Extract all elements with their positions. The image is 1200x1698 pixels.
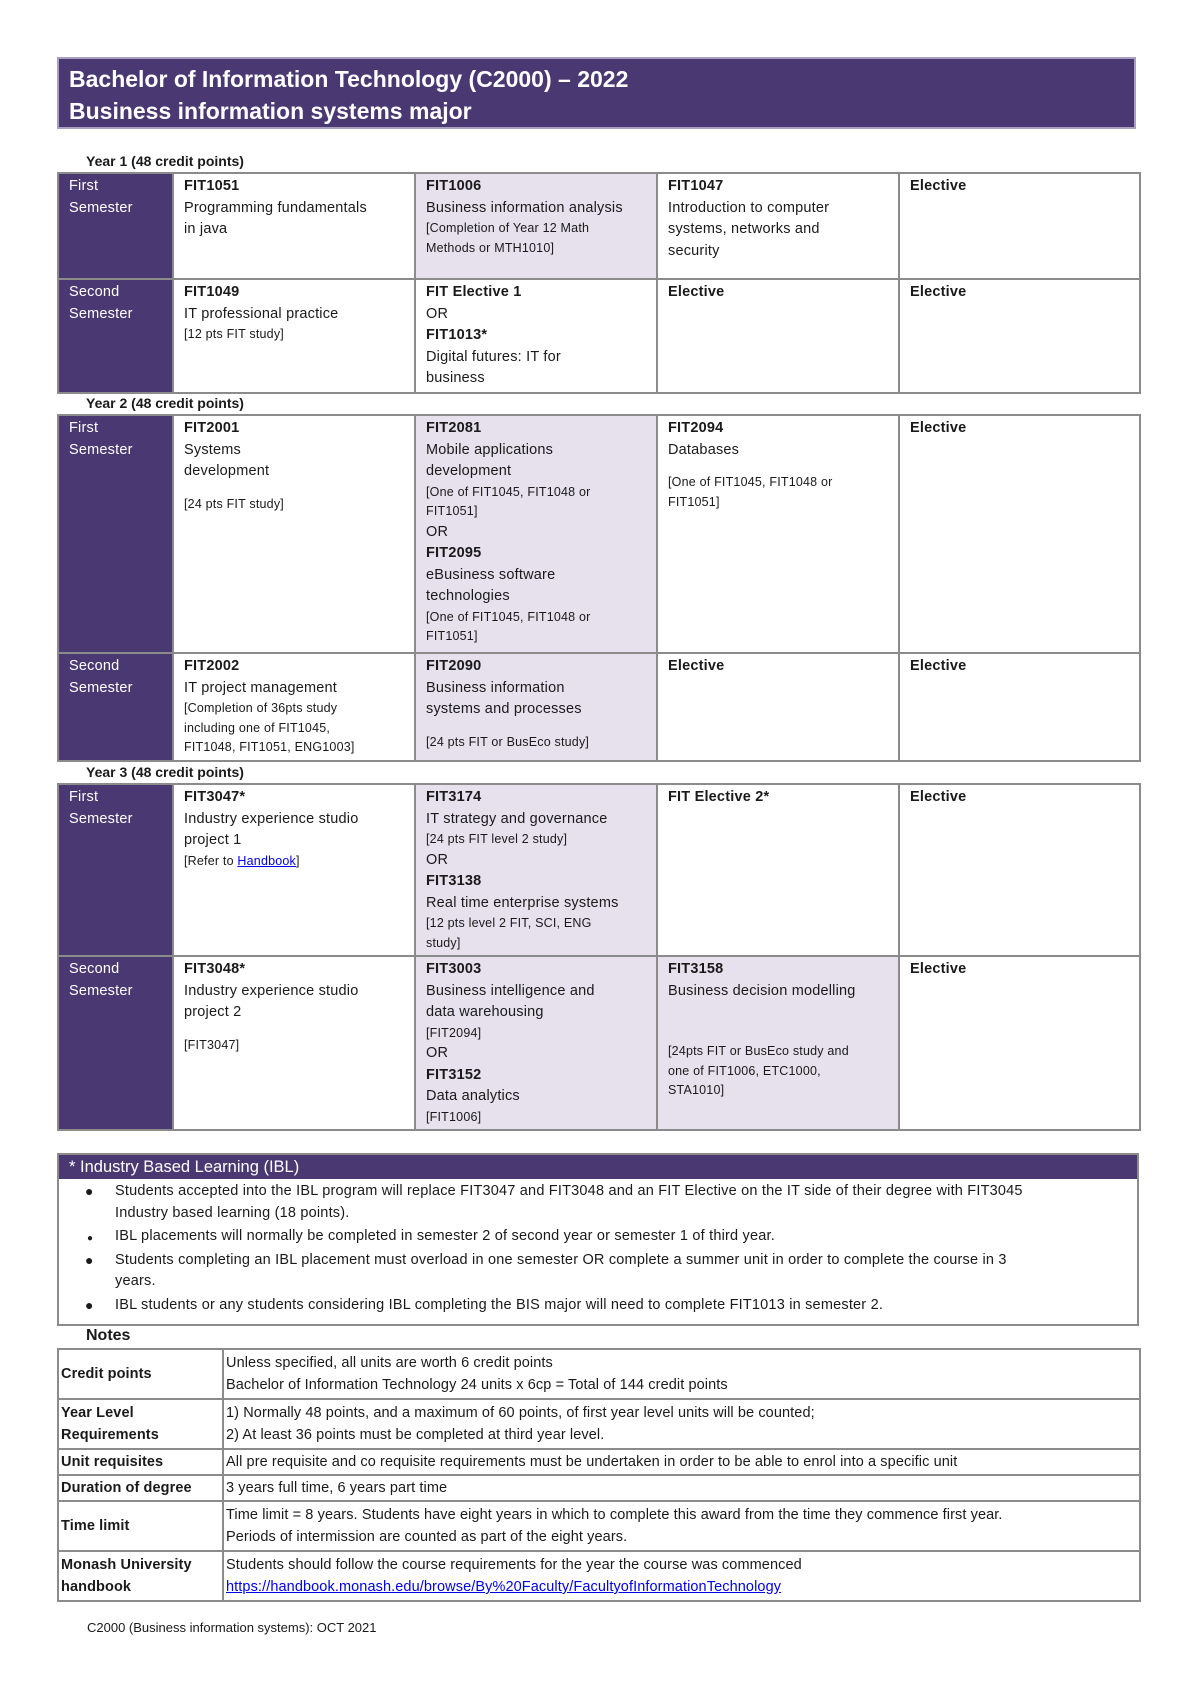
unit-cell: FIT1049 IT professional practice [12 pts FIT study] bbox=[173, 279, 415, 393]
elective-cell: Elective bbox=[899, 956, 1140, 1130]
ibl-section bbox=[57, 1153, 1139, 1326]
list-item: ● IBL placements will normally be completed in semester 2 of second year or semester 1 of third year. bbox=[69, 1226, 1127, 1248]
list-item: ● Students completing an IBL placement must overload in one semester OR complete a summer unit in order to complete the course in 3 years. bbox=[85, 1251, 1007, 1289]
elective-cell: FIT Elective 2* bbox=[657, 784, 899, 956]
unit-cell: FIT1051 Programming fundamentals in java bbox=[173, 173, 415, 279]
prerequisite: [24 pts FIT study] bbox=[184, 496, 284, 511]
elective-cell: Elective bbox=[899, 173, 1140, 279]
unit-code: FIT3174 bbox=[426, 789, 482, 805]
note-value: Students should follow the course requirements for the year the course was commenced https://handbook.monash.edu/browse/By%20Faculty/FacultyofInformationTechnology bbox=[223, 1551, 1140, 1601]
year-2-semester-1-row bbox=[58, 415, 1140, 653]
table-row bbox=[58, 1501, 1140, 1551]
note-key: Monash University handbook bbox=[58, 1551, 223, 1601]
note-value: Time limit = 8 years. Students have eight years in which to complete this award from the time they commence first year. Periods of intermission are counted as part of the eight years. bbox=[223, 1501, 1140, 1551]
unit-code: FIT2094 bbox=[668, 420, 724, 436]
note-key: Unit requisites bbox=[58, 1449, 223, 1475]
page-title-banner bbox=[57, 57, 1136, 129]
note-value: All pre requisite and co requisite requirements must be undertaken in order to be able to enrol into a specific unit bbox=[223, 1449, 1140, 1475]
semester-label: First Semester bbox=[58, 784, 173, 956]
note-value: 1) Normally 48 points, and a maximum of 60 points, of first year level units will be counted; 2) At least 36 points must be completed at third year level. bbox=[223, 1399, 1140, 1449]
table-row bbox=[58, 1399, 1140, 1449]
year-3-label: Year 3 (48 credit points) bbox=[86, 764, 244, 780]
notes-table bbox=[57, 1348, 1141, 1602]
year-3-semester-2-row bbox=[58, 956, 1140, 1130]
table-row bbox=[58, 1551, 1140, 1601]
handbook-url-link[interactable]: https://handbook.monash.edu/browse/By%20Faculty/FacultyofInformationTechnology bbox=[226, 1579, 782, 1595]
note-value: 3 years full time, 6 years part time bbox=[223, 1475, 1140, 1501]
unit-code: FIT3158 bbox=[668, 961, 724, 977]
unit-cell: FIT2094 Databases [One of FIT1045, FIT1048 or FIT1051] bbox=[657, 415, 899, 653]
year-1-semester-2-row bbox=[58, 279, 1140, 393]
unit-cell: FIT3174 IT strategy and governance [24 pts FIT level 2 study] OR FIT3138 Real time enterprise systems [12 pts level 2 FIT, SCI, ENG study] bbox=[415, 784, 657, 956]
year-3-semester-1-row bbox=[58, 784, 1140, 956]
ibl-list bbox=[59, 1179, 1137, 1316]
notes-heading: Notes bbox=[86, 1327, 131, 1344]
semester-label: First Semester bbox=[58, 173, 173, 279]
unit-code: FIT2081 bbox=[426, 420, 482, 436]
unit-code: FIT3003 bbox=[426, 961, 482, 977]
unit-cell: FIT3003 Business intelligence and data warehousing [FIT2094] OR FIT3152 Data analytics [FIT1006] bbox=[415, 956, 657, 1130]
note-key: Time limit bbox=[58, 1501, 223, 1551]
list-item: ● Students accepted into the IBL program will replace FIT3047 and FIT3048 and an FIT Elective on the IT side of their degree with FIT3045 Industry based learning (18 points). bbox=[85, 1183, 1023, 1221]
bullet-icon: ● bbox=[85, 1183, 94, 1199]
unit-code: FIT2001 bbox=[184, 420, 240, 436]
table-row bbox=[58, 1449, 1140, 1475]
unit-cell: FIT2001 Systems development [24 pts FIT study] bbox=[173, 415, 415, 653]
elective-cell: Elective bbox=[899, 784, 1140, 956]
prerequisite: [24pts FIT or BusEco study and bbox=[668, 1044, 849, 1058]
year-1-label: Year 1 (48 credit points) bbox=[86, 153, 244, 169]
unit-cell: FIT2002 IT project management [Completion of 36pts study including one of FIT1045, FIT1048, FIT1051, ENG1003] bbox=[173, 653, 415, 761]
elective-cell: Elective bbox=[899, 279, 1140, 393]
list-item: ● IBL students or any students considering IBL completing the BIS major will need to complete FIT1013 in semester 2. bbox=[69, 1295, 1127, 1317]
elective-cell: Elective bbox=[657, 653, 899, 761]
footer-text: C2000 (Business information systems): OCT 2021 bbox=[87, 1620, 377, 1635]
year-2-semester-2-row bbox=[58, 653, 1140, 761]
unit-cell: FIT3047* Industry experience studio project 1 [Refer to Handbook] bbox=[173, 784, 415, 956]
elective-cell: Elective bbox=[657, 279, 899, 393]
bullet-icon: ● bbox=[85, 1296, 94, 1313]
unit-cell: FIT2081 Mobile applications development [One of FIT1045, FIT1048 or FIT1051] OR FIT2095 eBusiness software technologies [One of FIT1045, FIT1048 or FIT1051] bbox=[415, 415, 657, 653]
unit-code: FIT2002 bbox=[184, 658, 240, 674]
unit-cell: FIT Elective 1 OR FIT1013* Digital futures: IT for business bbox=[415, 279, 657, 393]
semester-label: Second Semester bbox=[58, 279, 173, 393]
unit-code: FIT3048* bbox=[184, 961, 246, 977]
semester-label: Second Semester bbox=[58, 653, 173, 761]
table-row bbox=[58, 1349, 1140, 1399]
prerequisite: [24 pts FIT level 2 study] bbox=[426, 832, 568, 846]
elective-cell: Elective bbox=[899, 415, 1140, 653]
ibl-heading: * Industry Based Learning (IBL) bbox=[59, 1155, 1137, 1179]
unit-cell: FIT1006 Business information analysis [Completion of Year 12 Math Methods or MTH1010] bbox=[415, 173, 657, 279]
table-row bbox=[58, 1475, 1140, 1501]
unit-code: FIT Elective 1 bbox=[426, 284, 522, 300]
prerequisite: [One of FIT1045, FIT1048 or bbox=[426, 484, 591, 499]
note-key: Year Level Requirements bbox=[58, 1399, 223, 1449]
prerequisite: [Completion of Year 12 Math bbox=[426, 221, 590, 235]
unit-code: FIT1006 bbox=[426, 178, 482, 194]
prerequisite: [FIT2094] bbox=[426, 1025, 482, 1040]
year-2-table bbox=[57, 414, 1141, 762]
prerequisite: [One of FIT1045, FIT1048 or bbox=[668, 475, 833, 489]
elective-cell: Elective bbox=[899, 653, 1140, 761]
handbook-link[interactable]: Handbook bbox=[237, 853, 297, 868]
prerequisite: [Completion of 36pts study bbox=[184, 701, 338, 715]
unit-cell: FIT1047 Introduction to computer systems, networks and security bbox=[657, 173, 899, 279]
note-key: Duration of degree bbox=[58, 1475, 223, 1501]
unit-code: FIT2090 bbox=[426, 658, 482, 674]
unit-code: FIT1051 bbox=[184, 178, 240, 194]
unit-code: FIT1049 bbox=[184, 284, 240, 300]
page-subtitle: Business information systems major bbox=[69, 98, 472, 124]
prerequisite: [24 pts FIT or BusEco study] bbox=[426, 734, 590, 749]
unit-cell: FIT3048* Industry experience studio project 2 [FIT3047] bbox=[173, 956, 415, 1130]
page-title: Bachelor of Information Technology (C2000) – 2022 bbox=[69, 66, 629, 92]
bullet-icon: ● bbox=[85, 1251, 94, 1268]
prerequisite: [FIT3047] bbox=[184, 1037, 240, 1052]
year-2-label: Year 2 (48 credit points) bbox=[86, 395, 244, 411]
prerequisite: [12 pts FIT study] bbox=[184, 327, 284, 341]
note-key: Credit points bbox=[58, 1349, 223, 1399]
year-1-table bbox=[57, 172, 1141, 394]
unit-code: FIT1047 bbox=[668, 178, 724, 194]
semester-label: Second Semester bbox=[58, 956, 173, 1130]
prerequisite: [Refer to Handbook] bbox=[184, 853, 300, 868]
note-value: Unless specified, all units are worth 6 credit points Bachelor of Information Technology 24 units x 6cp = Total of 144 credit points bbox=[223, 1349, 1140, 1399]
unit-cell: FIT2090 Business information systems and processes [24 pts FIT or BusEco study] bbox=[415, 653, 657, 761]
semester-label: First Semester bbox=[58, 415, 173, 653]
year-3-table bbox=[57, 783, 1141, 1131]
unit-code: FIT3047* bbox=[184, 789, 246, 805]
bullet-icon: ● bbox=[87, 1233, 94, 1244]
year-1-semester-1-row bbox=[58, 173, 1140, 279]
unit-cell: FIT3158 Business decision modelling [24pts FIT or BusEco study and one of FIT1006, ETC1000, STA1010] bbox=[657, 956, 899, 1130]
